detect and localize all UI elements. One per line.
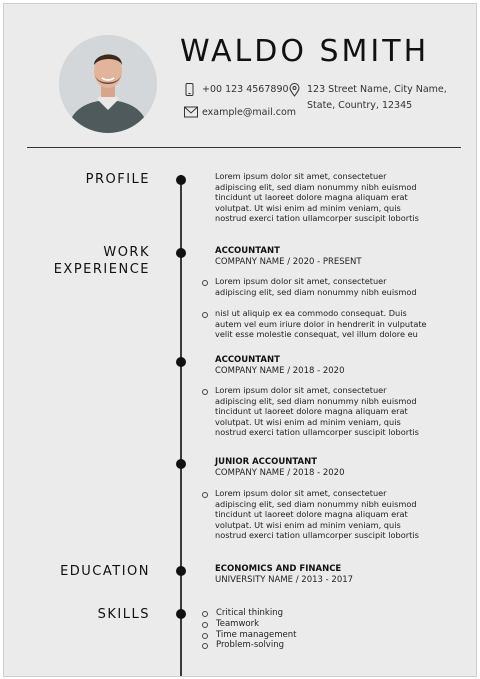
timeline-dot-work <box>176 248 186 258</box>
envelope-icon <box>184 106 199 123</box>
bullet-line: velit esse molestie consequat, vel illum dolore eu <box>215 329 418 340</box>
profile-line: Lorem ipsum dolor sit amet, consectetuer <box>215 171 387 181</box>
bullet-line: volutpat. Ut wisi enim ad minim veniam, quis <box>215 416 401 427</box>
bullet-ring <box>202 280 208 286</box>
timeline-dot-profile <box>176 175 186 185</box>
section-title-profile: PROFILE <box>85 172 150 187</box>
bullet-line: tincidunt ut laoreet dolore magna aliquam erat <box>215 509 408 520</box>
education-degree: ECONOMICS AND FINANCE <box>215 564 342 574</box>
job-title: ACCOUNTANT <box>215 246 280 256</box>
profile-line: tincidunt ut laoreet dolore magna aliquam erat <box>215 192 408 203</box>
bullet-line: autem vel eum iriure dolor in hendrerit in vulputate <box>215 318 427 329</box>
skill-item <box>202 619 296 630</box>
job-company: COMPANY NAME / 2020 - PRESENT <box>215 257 362 267</box>
bullet-line: tincidunt ut laoreet dolore magna aliquam erat <box>215 406 408 417</box>
timeline-dot-job3 <box>176 459 186 469</box>
bullet-line: Lorem ipsum dolor sit amet, consectetuer <box>215 488 387 498</box>
section-title-work-line2: EXPERIENCE <box>53 262 150 277</box>
phone-icon <box>184 83 195 102</box>
bullet-ring <box>202 643 208 649</box>
education-school: UNIVERSITY NAME / 2013 - 2017 <box>215 575 354 585</box>
section-title-skills: SKILLS <box>97 607 150 622</box>
skill-item <box>202 640 296 651</box>
profile-line: nostrud exerci tation ullamcorper suscipit lobortis <box>215 213 419 224</box>
timeline-dot-education <box>176 566 186 576</box>
bullet-ring <box>202 622 208 628</box>
email-address: example@mail.com <box>202 107 297 118</box>
job-company: COMPANY NAME / 2018 - 2020 <box>215 366 345 376</box>
address-contact <box>289 83 447 113</box>
skill-label: Teamwork <box>216 618 260 629</box>
bullet-ring <box>202 611 208 617</box>
location-pin-icon <box>289 83 300 102</box>
bullet-line: nostrud exerci tation ullamcorper suscipit lobortis <box>215 427 419 438</box>
skill-item <box>202 630 296 641</box>
skill-label: Time management <box>216 629 297 640</box>
timeline-dot-skills <box>176 609 186 619</box>
section-title-work <box>54 244 150 278</box>
profile-photo <box>59 35 157 133</box>
address-line-2: State, Country, 12345 <box>307 100 413 111</box>
bullet-ring <box>202 633 208 639</box>
address-line-1: 123 Street Name, City Name, <box>307 84 447 95</box>
bullet-line: volutpat. Ut wisi enim ad minim veniam, quis <box>215 519 401 530</box>
section-title-education: EDUCATION <box>60 564 150 579</box>
bullet-line: adipiscing elit, sed diam nonummy nibh euismod <box>215 286 417 297</box>
skill-label: Critical thinking <box>216 608 283 618</box>
timeline-dot-job2 <box>176 357 186 367</box>
job-bullet <box>215 308 427 340</box>
job-bullet <box>215 276 417 297</box>
bullet-line: Lorem ipsum dolor sit amet, consectetuer <box>215 385 387 395</box>
resume-page <box>3 3 477 677</box>
job-bullet <box>215 488 419 541</box>
job-company: COMPANY NAME / 2018 - 2020 <box>215 468 345 478</box>
bullet-line: adipiscing elit, sed diam nonummy nibh euismod <box>215 498 417 509</box>
bullet-line: adipiscing elit, sed diam nonummy nibh euismod <box>215 395 417 406</box>
skills-list <box>202 608 296 651</box>
bullet-line: nisl ut aliquip ex ea commodo consequat. Duis <box>215 308 407 318</box>
skill-label: Problem-solving <box>216 640 284 651</box>
profile-line: volutpat. Ut wisi enim ad minim veniam, quis <box>215 202 401 213</box>
skill-item <box>202 608 296 619</box>
profile-summary <box>215 171 419 224</box>
header-divider <box>27 147 461 148</box>
bullet-line: Lorem ipsum dolor sit amet, consectetuer <box>215 276 387 286</box>
profile-line: adipiscing elit, sed diam nonummy nibh euismod <box>215 181 417 192</box>
bullet-ring <box>202 389 208 395</box>
bullet-line: nostrud exerci tation ullamcorper suscipit lobortis <box>215 530 419 541</box>
phone-contact <box>184 83 294 97</box>
job-title: ACCOUNTANT <box>215 355 280 365</box>
section-title-work-line1: WORK <box>103 245 150 260</box>
bullet-ring <box>202 312 208 318</box>
job-title: JUNIOR ACCOUNTANT <box>215 457 317 467</box>
bullet-ring <box>202 492 208 498</box>
email-contact <box>184 106 297 120</box>
candidate-name: WALDO SMITH <box>180 34 430 69</box>
phone-number: +00 123 4567890 <box>202 84 289 95</box>
job-bullet <box>215 385 419 438</box>
